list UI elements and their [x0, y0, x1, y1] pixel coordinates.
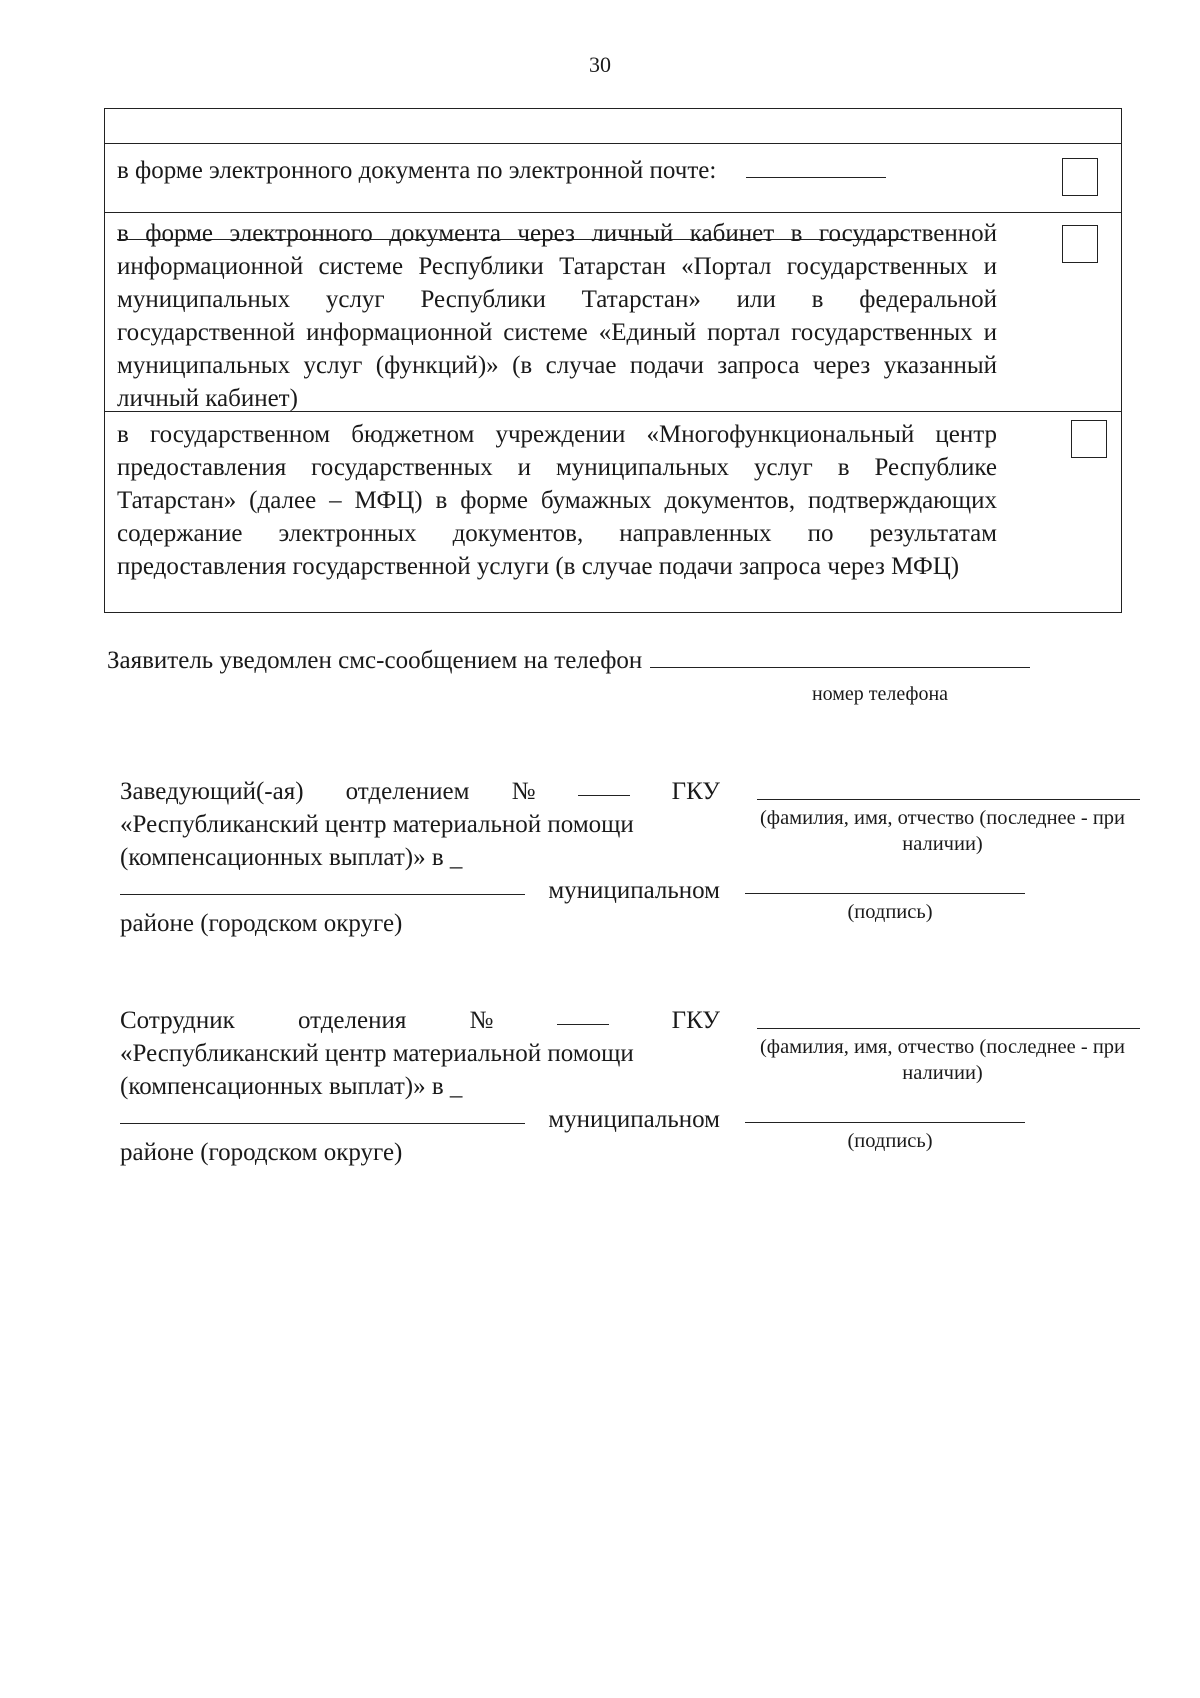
gku-label: ГКУ	[671, 1007, 720, 1034]
phone-number-field[interactable]	[650, 647, 1030, 668]
option-email-label: в форме электронного документа по электронной почте:	[117, 157, 717, 184]
district-name-field[interactable]	[120, 874, 525, 895]
option-portal-label: в форме электронного документа через личный кабинет в государственной информационной системе Республики Татарстан «Портал государственных и муниципальных услуг Республики Татарстан» или в федеральной государственной информационной системе «Единый портал государственных и муниципальных услуг (функций)» (в случае подачи запроса через указанный личный кабинет)	[117, 220, 997, 412]
email-address-field[interactable]	[746, 155, 886, 178]
table-header-row	[105, 109, 1121, 144]
org-line-2: (компенсационных выплат)» в _	[120, 844, 463, 871]
fio-field[interactable]	[757, 1028, 1140, 1029]
signature-block-head	[120, 775, 1140, 945]
option-email-checkbox[interactable]	[1062, 158, 1098, 196]
number-sign: №	[511, 778, 536, 805]
option-row-portal	[105, 213, 1121, 412]
option-mfc-label: в государственном бюджетном учреждении «Многофункциональный центр предоставления государственных и муниципальных услуг в Республике Татарстан» (далее – МФЦ) в форме бумажных документов, подтверждающих содержание электронных документов, направленных по результатам предоставления государственной услуги (в случае подачи запроса через МФЦ)	[117, 421, 997, 580]
org-line: «Республиканский центр материальной помощи	[120, 1040, 634, 1067]
department-number-field[interactable]	[578, 775, 630, 796]
org-line-2: (компенсационных выплат)» в _	[120, 1073, 463, 1100]
role-word-1: Заведующий(-ая)	[120, 778, 304, 805]
fio-caption: (фамилия, имя, отчество (последнее - при наличии)	[759, 807, 1126, 855]
fio-caption: (фамилия, имя, отчество (последнее - при наличии)	[759, 1036, 1126, 1084]
district-label: районе (городском округе)	[120, 910, 403, 937]
signature-block-employee	[120, 1004, 1140, 1174]
role-word-2: отделения	[297, 1007, 407, 1034]
number-sign: №	[469, 1007, 494, 1034]
signature-head-position	[120, 775, 720, 940]
delivery-options-table	[104, 108, 1122, 613]
option-row-email	[105, 144, 1121, 213]
signature-field[interactable]	[745, 893, 1025, 894]
gku-label: ГКУ	[671, 778, 720, 805]
phone-number-caption: номер телефона	[811, 683, 949, 705]
page-number: 30	[589, 52, 611, 77]
option-portal-checkbox[interactable]	[1062, 225, 1098, 263]
option-mfc-checkbox[interactable]	[1071, 420, 1107, 458]
role-word-2: отделением	[345, 778, 470, 805]
signature-field[interactable]	[745, 1122, 1025, 1123]
org-line: «Республиканский центр материальной помощи	[120, 811, 634, 838]
sms-notice-label: Заявитель уведомлен смс-сообщением на телефон	[107, 647, 643, 674]
fio-field[interactable]	[757, 799, 1140, 800]
signature-caption: (подпись)	[847, 1130, 933, 1152]
district-name-field[interactable]	[120, 1103, 525, 1124]
department-number-field[interactable]	[557, 1004, 609, 1025]
municipal-label: муниципальном	[548, 1106, 720, 1133]
municipal-label: муниципальном	[548, 877, 720, 904]
district-label: районе (городском округе)	[120, 1139, 403, 1166]
signature-caption: (подпись)	[847, 901, 933, 923]
sms-notice-line	[107, 647, 1030, 675]
signature-employee-position	[120, 1004, 720, 1169]
option-row-mfc	[105, 412, 1121, 612]
role-word-1: Сотрудник	[120, 1007, 235, 1034]
